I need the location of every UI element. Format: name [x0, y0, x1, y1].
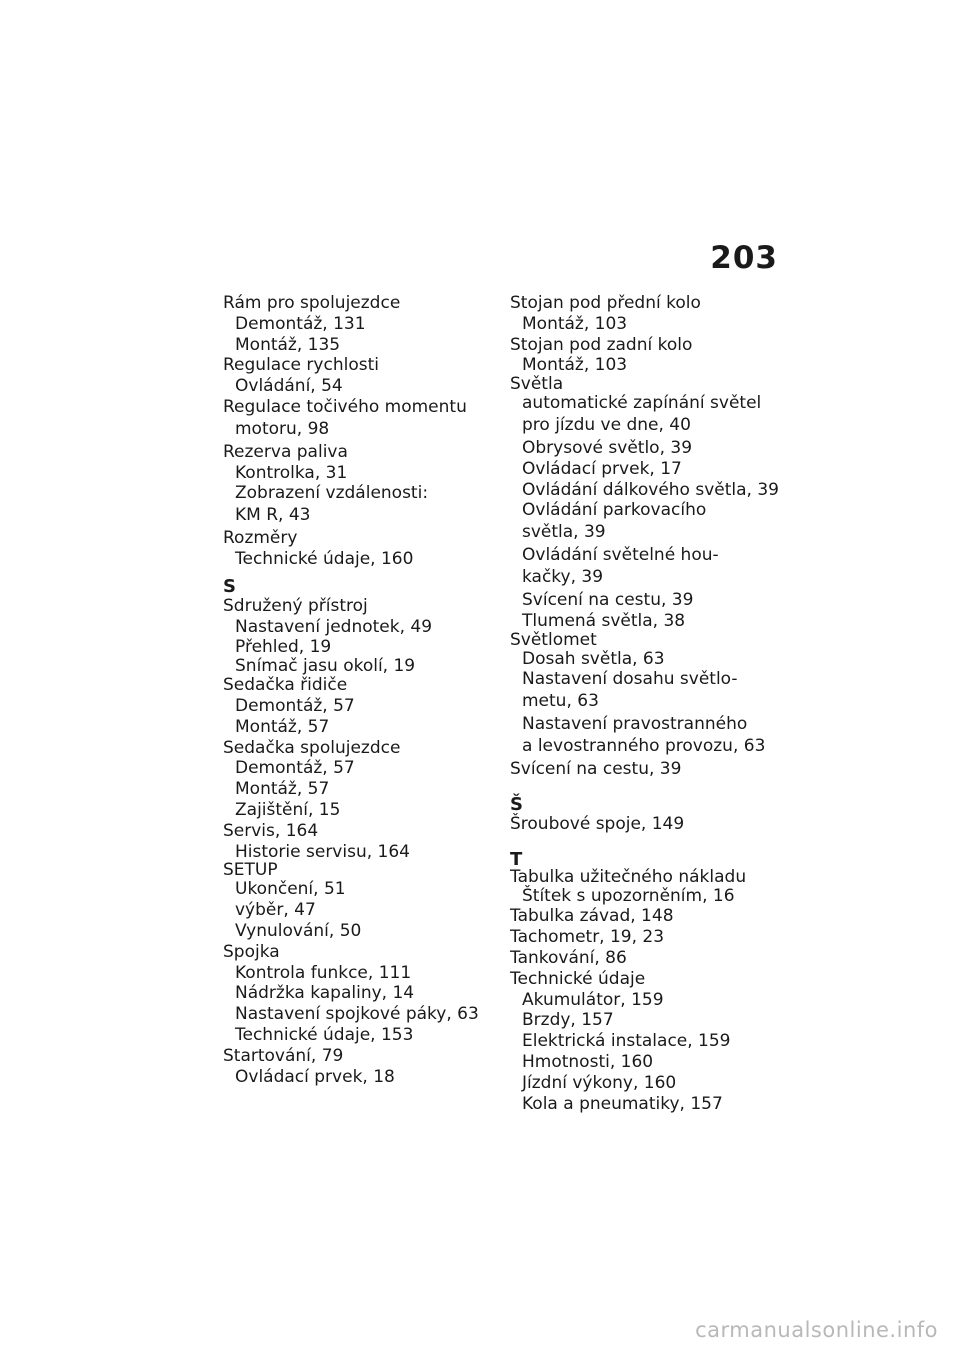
index-entry: Tabulka užitečného nákladu [510, 866, 747, 887]
index-entry: Tabulka závad, 148 [510, 906, 674, 927]
index-subentry: Historie servisu, 164 [235, 841, 410, 862]
index-subentry: Ovládání parkovacího [522, 500, 707, 521]
index-subentry: Montáž, 135 [235, 334, 341, 355]
index-column-left [223, 293, 493, 1087]
index-subentry: Ovládání světelné hou- [522, 545, 719, 566]
index-subentry: výběr, 47 [235, 900, 316, 921]
index-entry: Stojan pod přední kolo [510, 293, 701, 313]
index-subentry: Svícení na cestu, 39 [522, 589, 694, 610]
index-subentry: Ovládací prvek, 17 [522, 458, 682, 479]
index-subentry: Ukončení, 51 [235, 879, 346, 900]
index-entry: Regulace točivého momentu [223, 396, 467, 417]
index-subentry: Zajištění, 15 [235, 799, 341, 820]
index-subentry: Kontrolka, 31 [235, 462, 348, 483]
index-subentry: Přehled, 19 [235, 637, 332, 658]
index-entry: Spojka [223, 941, 280, 962]
index-entry: Startování, 79 [223, 1045, 344, 1066]
index-section-letter: S [223, 575, 236, 597]
index-subentry: Brzdy, 157 [522, 1010, 614, 1031]
index-section-letter: T [510, 848, 523, 870]
index-subentry: Demontáž, 57 [235, 758, 355, 779]
index-subentry: Hmotnosti, 160 [522, 1051, 654, 1072]
index-subentry: kačky, 39 [522, 566, 604, 587]
index-entry: Sdružený přístroj [223, 595, 368, 616]
index-subentry: Akumulátor, 159 [522, 989, 664, 1010]
index-subentry: a levostranného provozu, 63 [522, 735, 766, 756]
index-subentry: Nastavení spojkové páky, 63 [235, 1004, 479, 1025]
watermark: carmanualsonline.info [695, 1318, 938, 1342]
index-subentry: Nastavení pravostranného [522, 714, 748, 735]
index-subentry: Dosah světla, 63 [522, 648, 665, 669]
index-subentry: Nastavení dosahu světlo- [522, 669, 738, 690]
index-entry: Regulace rychlosti [223, 355, 379, 376]
index-subentry: Vynulování, 50 [235, 920, 362, 941]
index-subentry: světla, 39 [522, 522, 606, 543]
index-entry: Rezerva paliva [223, 441, 348, 462]
index-entry: Světlomet [510, 629, 597, 650]
index-subentry: Zobrazení vzdálenosti: [235, 483, 429, 504]
index-subentry: Ovládací prvek, 18 [235, 1066, 395, 1087]
index-subentry: Montáž, 103 [522, 355, 628, 376]
index-subentry: Tlumená světla, 38 [522, 610, 686, 631]
index-subentry: Montáž, 57 [235, 716, 330, 737]
index-entry: Světla [510, 374, 564, 395]
index-subentry: Kontrola funkce, 111 [235, 962, 412, 983]
index-subentry: Obrysové světlo, 39 [522, 437, 693, 458]
index-subentry: Demontáž, 131 [235, 313, 366, 334]
index-subentry: Snímač jasu okolí, 19 [235, 656, 416, 677]
index-entry: Technické údaje [510, 968, 646, 989]
index-entry: Svícení na cestu, 39 [510, 758, 682, 779]
index-subentry: Ovládání dálkového světla, 39 [522, 479, 779, 500]
index-subentry: metu, 63 [522, 691, 599, 712]
index-subentry: KM R, 43 [235, 505, 311, 526]
index-subentry: pro jízdu ve dne, 40 [522, 414, 691, 435]
index-subentry: Demontáž, 57 [235, 695, 355, 716]
index-subentry: Elektrická instalace, 159 [522, 1031, 731, 1052]
index-subentry: Jízdní výkony, 160 [522, 1072, 677, 1093]
index-subentry: automatické zapínání světel [522, 393, 762, 414]
index-entry: Rám pro spolujezdce [223, 293, 401, 313]
index-subentry: Technické údaje, 160 [235, 548, 414, 569]
index-entry: SETUP [223, 860, 278, 881]
index-subentry: Montáž, 103 [522, 313, 628, 334]
index-entry: Tachometr, 19, 23 [510, 927, 665, 948]
index-subentry: Ovládání, 54 [235, 376, 343, 397]
index-entry: Servis, 164 [223, 820, 319, 841]
index-section-letter: Š [510, 793, 523, 815]
page-number: 203 [710, 240, 778, 276]
index-subentry: Nastavení jednotek, 49 [235, 616, 433, 637]
index-entry: Rozměry [223, 528, 298, 549]
index-entry: Sedačka spolujezdce [223, 737, 401, 758]
index-column-right [510, 293, 800, 1114]
index-entry: Sedačka řidiče [223, 675, 348, 696]
index-subentry: Technické údaje, 153 [235, 1024, 414, 1045]
index-subentry: Štítek s upozorněním, 16 [522, 885, 735, 906]
index-subentry: motoru, 98 [235, 418, 330, 439]
index-subentry: Montáž, 57 [235, 779, 330, 800]
index-entry: Stojan pod zadní kolo [510, 334, 693, 355]
index-subentry: Kola a pneumatiky, 157 [522, 1093, 723, 1114]
index-subentry: Nádržka kapaliny, 14 [235, 983, 415, 1004]
index-entry: Tankování, 86 [510, 947, 627, 968]
index-entry: Šroubové spoje, 149 [510, 813, 685, 834]
